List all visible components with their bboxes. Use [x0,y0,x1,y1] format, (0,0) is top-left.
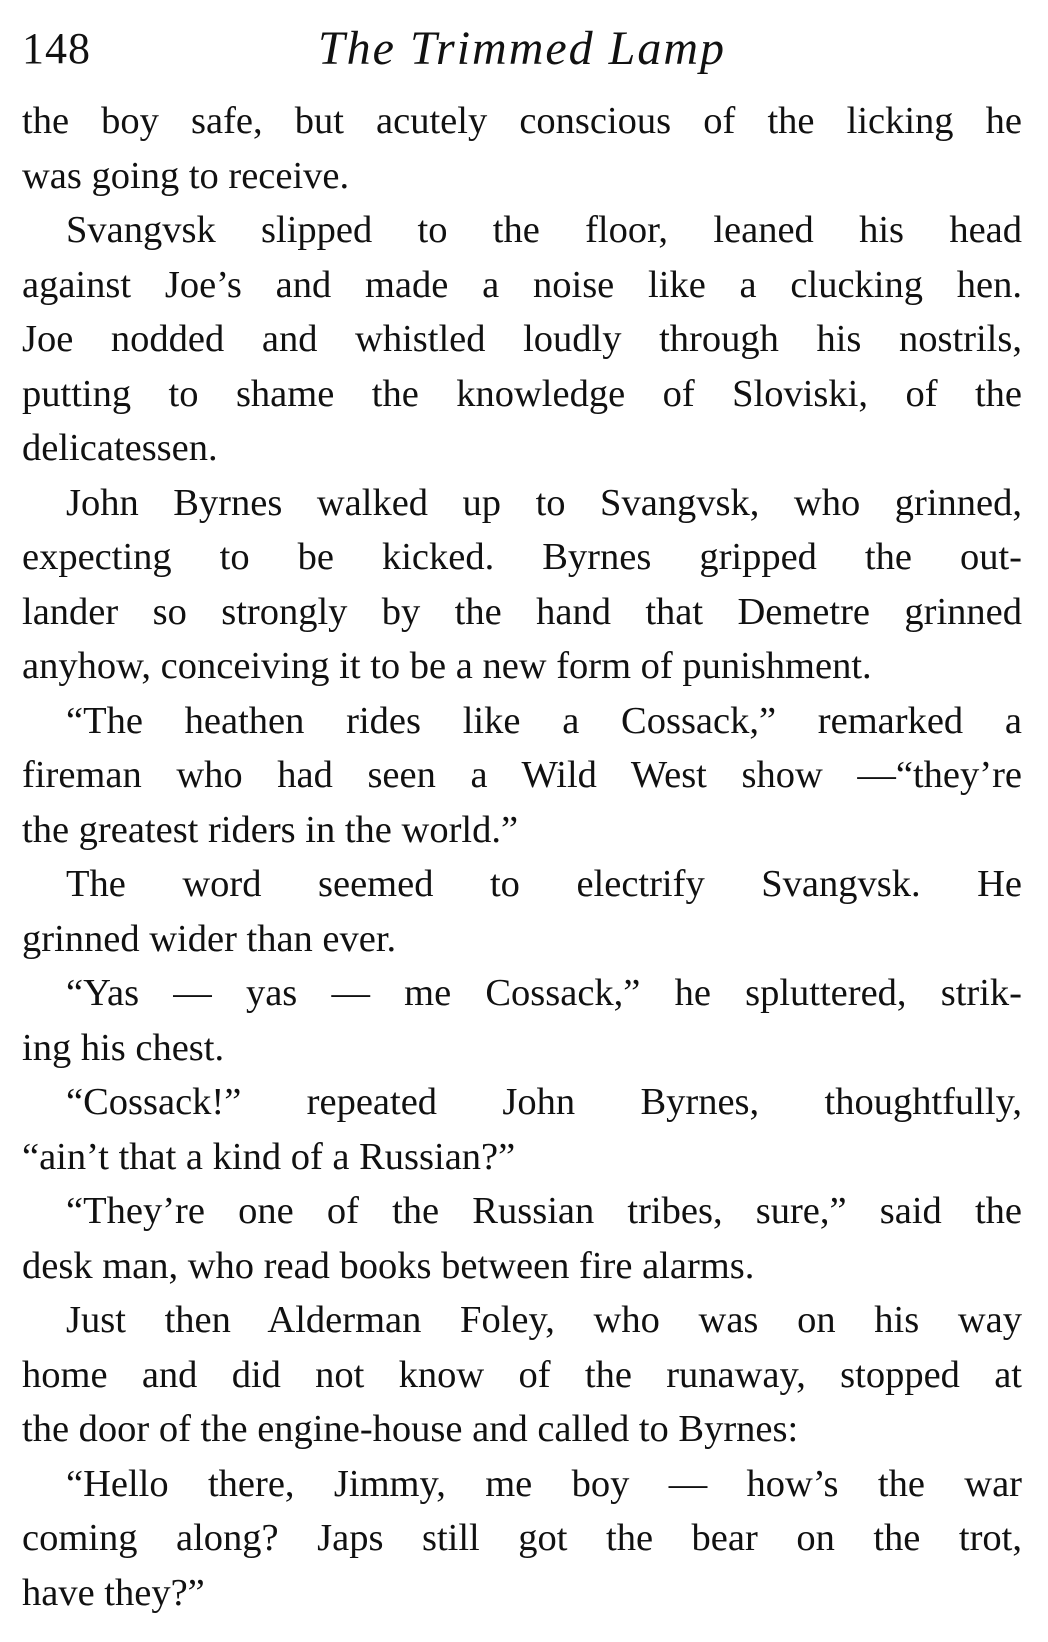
text-line: ing his chest. [22,1026,225,1069]
text-line: “The heathen rides like a Cossack,” remarked a [66,699,1022,742]
text-line: “Yas — yas — me Cossack,” he spluttered, strik- [66,972,1022,1014]
text-line: “They’re one of the Russian tribes, sure,” said the [66,1190,1022,1232]
text-line: the door of the engine-house and called to Byrnes: [22,1408,799,1450]
text-line: have they?” [22,1571,205,1614]
text-line: delicatessen. [22,427,218,469]
paragraph [22,203,1022,476]
text-line: “Cossack!” repeated John Byrnes, thoughtfully, [66,1081,1022,1123]
page-number: 148 [22,24,91,73]
paragraph [22,476,1022,694]
paragraph [22,1184,1022,1293]
paragraph [22,94,1022,203]
text-line: against Joe’s and made a noise like a clucking hen. [22,263,1022,306]
running-title: The Trimmed Lamp [317,22,727,75]
text-line: coming along? Japs still got the bear on the trot, [22,1517,1022,1559]
text-line: desk man, who read books between fire alarms. [22,1244,755,1287]
text-line: Joe nodded and whistled loudly through his nostrils, [22,318,1022,360]
text-line: lander so strongly by the hand that Demetre grinned [22,590,1022,633]
text-line: John Byrnes walked up to Svangvsk, who grinned, [66,481,1022,524]
text-line: expecting to be kicked. Byrnes gripped the out- [22,536,1022,578]
running-head [22,14,1022,84]
body-text [22,94,1022,1620]
paragraph [22,1457,1022,1621]
text-line: home and did not know of the runaway, stopped at [22,1353,1022,1396]
text-line: “Hello there, Jimmy, me boy — how’s the war [66,1462,1022,1505]
text-line: Svangvsk slipped to the floor, leaned his head [66,209,1022,251]
paragraph [22,1075,1022,1184]
text-line: was going to receive. [22,154,350,197]
text-line: the greatest riders in the world.” [22,808,519,851]
text-line: putting to shame the knowledge of Sloviski, of the [22,372,1022,415]
paragraph [22,857,1022,966]
paragraph [22,1293,1022,1457]
paragraph [22,966,1022,1075]
text-line: The word seemed to electrify Svangvsk. He [66,863,1022,905]
text-line: grinned wider than ever. [22,917,397,960]
text-line: the boy safe, but acutely conscious of the licking he [22,100,1022,142]
text-line: fireman who had seen a Wild West show —“they’re [22,754,1022,796]
text-line: Just then Alderman Foley, who was on his way [66,1299,1022,1341]
text-line: anyhow, conceiving it to be a new form of punishment. [22,645,872,687]
paragraph [22,694,1022,858]
text-line: “ain’t that a kind of a Russian?” [22,1135,516,1178]
